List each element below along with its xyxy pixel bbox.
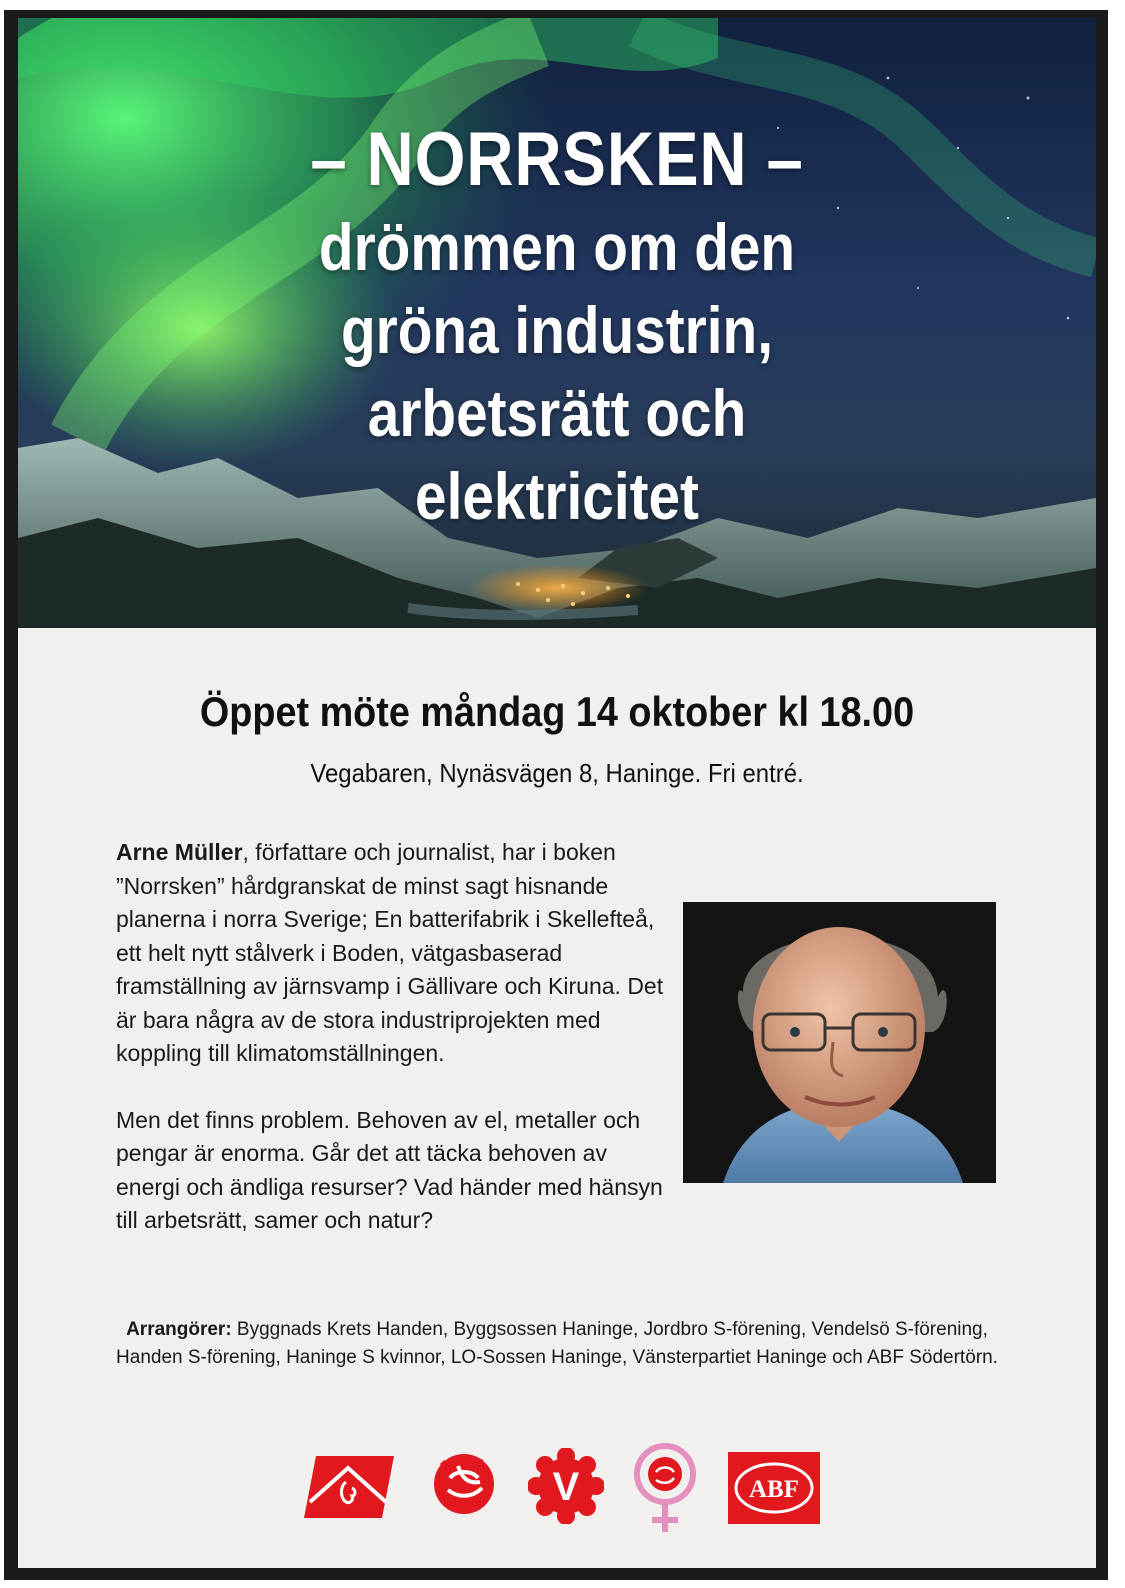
logo-row [18,1438,1096,1538]
poster [18,18,1096,1568]
headline-title: – NORRSKEN – [310,117,804,202]
headline-line-3: gröna industrin, [340,293,773,367]
headline [18,114,1096,538]
vansterpartiet-logo [528,1448,604,1524]
body-text [116,836,676,1238]
organizers [114,1316,1000,1372]
organizers-list: Byggnads Krets Handen, Byggsossen Haninge, Jordbro S-förening, Vendelsö S-förening, Handen S-förening, Haninge S kvinnor, LO-Sossen Haninge, Vänsterpartiet Haninge och ABF Södertörn. [116,1319,998,1368]
speaker-portrait-illustration [683,902,996,1183]
social-democrats-rose-icon [428,1448,500,1522]
headline-line-5: elektricitet [415,459,699,533]
abf-logo [728,1452,820,1524]
organizers-label: Arrangörer: [126,1319,232,1340]
headline-line-4: arbetsrätt och [367,376,747,450]
vansterpartiet-letter: V [552,1465,580,1509]
event-title: Öppet möte måndag 14 oktober kl 18.00 [199,688,915,735]
s-kvinnor-venus-rose-icon [630,1440,700,1536]
abf-logo-icon [728,1452,820,1524]
speaker-photo [683,902,996,1183]
headline-line-2: drömmen om den [318,210,796,284]
speaker-name: Arne Müller [116,839,243,865]
body-paragraph-2: Men det finns problem. Behoven av el, metaller och pengar är enorma. Går det att täcka behoven av energi och ändliga resurser? Vad händer med hänsyn till arbetsrätt, samer och natur? [116,1106,663,1233]
vansterpartiet-flower-icon [528,1448,604,1524]
aurora-hero-image [18,18,1096,628]
poster-frame [4,10,1108,1580]
event-venue: Vegabaren, Nynäsvägen 8, Haninge. Fri entré. [310,758,804,788]
byggnads-logo-icon [300,1452,398,1522]
abf-logo-text: ABF [749,1476,799,1503]
body-paragraph-1-text: , författare och journalist, har i boken ”Norrsken” hårdgranskat de minst sagt hisnande planerna i norra Sverige; En batterifabrik i Skellefteå, ett helt nytt stålverk i Boden, vätgasbaserad framställning av järnsvamp i Gällivare och Kiruna. Det är bara några av de stora industriprojekten med koppling till klimatomställningen. [116,839,664,1066]
body-paragraph-1 [116,836,676,1071]
